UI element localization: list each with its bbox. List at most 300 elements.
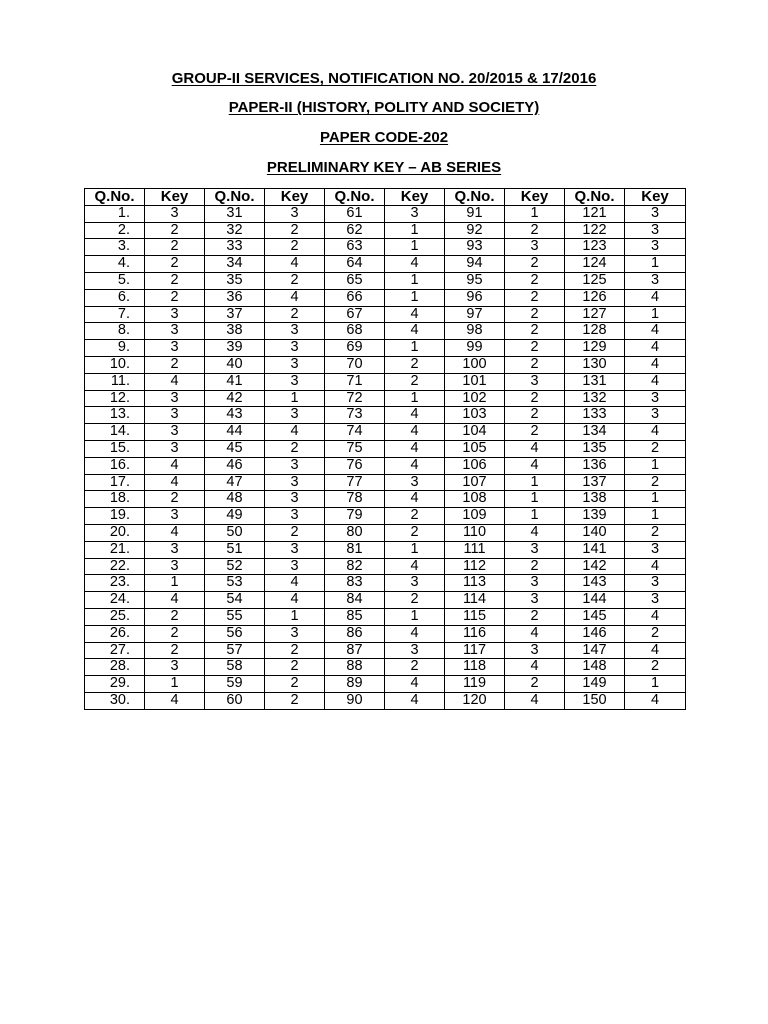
answer-key-cell: 3 — [625, 575, 686, 592]
question-number-cell: 55 — [205, 608, 265, 625]
question-number-cell: 76 — [325, 457, 385, 474]
answer-key-cell: 4 — [625, 356, 686, 373]
question-number-cell: 118 — [445, 659, 505, 676]
question-number-cell: 74 — [325, 424, 385, 441]
paper-title: PAPER-II (HISTORY, POLITY AND SOCIETY) — [228, 99, 540, 116]
answer-key-cell: 2 — [625, 524, 686, 541]
question-number-cell: 94 — [445, 256, 505, 273]
answer-key-cell: 4 — [385, 323, 445, 340]
answer-key-cell: 3 — [385, 575, 445, 592]
question-number-cell: 34 — [205, 256, 265, 273]
answer-key-cell: 4 — [265, 592, 325, 609]
question-number-cell: 44 — [205, 424, 265, 441]
question-number-cell: 111 — [445, 541, 505, 558]
key-header: Key — [625, 189, 686, 206]
question-number-cell: 100 — [445, 356, 505, 373]
question-number-cell: 116 — [445, 625, 505, 642]
question-number-cell: 91 — [445, 205, 505, 222]
question-number-cell: 15. — [85, 440, 145, 457]
question-number-cell: 137 — [565, 474, 625, 491]
question-number-cell: 120 — [445, 692, 505, 709]
answer-key-cell: 2 — [385, 508, 445, 525]
answer-key-cell: 2 — [625, 659, 686, 676]
question-number-cell: 3. — [85, 239, 145, 256]
answer-key-cell: 2 — [265, 676, 325, 693]
table-row — [85, 340, 686, 357]
question-number-cell: 64 — [325, 256, 385, 273]
answer-key-cell: 3 — [265, 474, 325, 491]
answer-key-cell: 2 — [265, 440, 325, 457]
table-row — [85, 457, 686, 474]
answer-key-cell: 2 — [265, 239, 325, 256]
answer-key-cell: 1 — [625, 676, 686, 693]
table-row — [85, 424, 686, 441]
answer-key-cell: 2 — [265, 524, 325, 541]
answer-key-cell: 3 — [145, 424, 205, 441]
answer-key-cell: 1 — [385, 222, 445, 239]
answer-key-cell: 3 — [385, 205, 445, 222]
question-number-cell: 80 — [325, 524, 385, 541]
answer-key-cell: 1 — [505, 491, 565, 508]
table-header-row — [85, 189, 686, 206]
question-number-cell: 115 — [445, 608, 505, 625]
answer-key-cell: 4 — [385, 692, 445, 709]
question-number-cell: 98 — [445, 323, 505, 340]
question-number-cell: 123 — [565, 239, 625, 256]
question-number-cell: 130 — [565, 356, 625, 373]
answer-key-cell: 3 — [145, 440, 205, 457]
key-header: Key — [385, 189, 445, 206]
answer-key-cell: 4 — [505, 692, 565, 709]
answer-key-cell: 3 — [385, 474, 445, 491]
answer-key-cell: 3 — [265, 558, 325, 575]
answer-key-cell: 2 — [145, 356, 205, 373]
answer-key-cell: 4 — [385, 676, 445, 693]
question-number-cell: 143 — [565, 575, 625, 592]
question-number-cell: 54 — [205, 592, 265, 609]
answer-key-cell: 4 — [505, 440, 565, 457]
answer-key-cell: 2 — [265, 222, 325, 239]
answer-key-cell: 2 — [625, 625, 686, 642]
question-number-cell: 57 — [205, 642, 265, 659]
key-header: Key — [505, 189, 565, 206]
qno-header: Q.No. — [445, 189, 505, 206]
answer-key-cell: 3 — [625, 239, 686, 256]
question-number-cell: 140 — [565, 524, 625, 541]
table-row — [85, 239, 686, 256]
answer-key-cell: 3 — [505, 541, 565, 558]
answer-key-cell: 4 — [145, 592, 205, 609]
question-number-cell: 32 — [205, 222, 265, 239]
key-header: Key — [145, 189, 205, 206]
question-number-cell: 132 — [565, 390, 625, 407]
table-row — [85, 356, 686, 373]
document-title: GROUP-II SERVICES, NOTIFICATION NO. 20/2015 & 17/2016 — [171, 70, 597, 87]
table-row — [85, 407, 686, 424]
answer-key-cell: 2 — [145, 222, 205, 239]
answer-key-cell: 3 — [145, 306, 205, 323]
answer-key-cell: 2 — [505, 340, 565, 357]
table-row — [85, 508, 686, 525]
table-row — [85, 558, 686, 575]
answer-key-cell: 4 — [265, 256, 325, 273]
answer-key-cell: 3 — [625, 205, 686, 222]
question-number-cell: 96 — [445, 289, 505, 306]
question-number-cell: 52 — [205, 558, 265, 575]
answer-key-cell: 3 — [505, 373, 565, 390]
question-number-cell: 16. — [85, 457, 145, 474]
answer-key-cell: 4 — [385, 457, 445, 474]
answer-key-cell: 4 — [265, 424, 325, 441]
answer-key-cell: 4 — [145, 373, 205, 390]
answer-key-cell: 4 — [625, 340, 686, 357]
answer-key-cell: 2 — [505, 323, 565, 340]
question-number-cell: 133 — [565, 407, 625, 424]
answer-key-cell: 1 — [625, 306, 686, 323]
answer-key-cell: 2 — [265, 306, 325, 323]
question-number-cell: 27. — [85, 642, 145, 659]
answer-key-cell: 2 — [265, 642, 325, 659]
question-number-cell: 23. — [85, 575, 145, 592]
answer-key-cell: 2 — [505, 356, 565, 373]
answer-key-cell: 1 — [625, 508, 686, 525]
answer-key-cell: 3 — [505, 239, 565, 256]
question-number-cell: 12. — [85, 390, 145, 407]
question-number-cell: 38 — [205, 323, 265, 340]
answer-key-cell: 4 — [505, 524, 565, 541]
answer-key-cell: 4 — [385, 440, 445, 457]
answer-key-cell: 3 — [625, 592, 686, 609]
answer-key-cell: 2 — [505, 424, 565, 441]
question-number-cell: 107 — [445, 474, 505, 491]
answer-key-cell: 2 — [385, 373, 445, 390]
answer-key-cell: 2 — [265, 659, 325, 676]
question-number-cell: 85 — [325, 608, 385, 625]
question-number-cell: 45 — [205, 440, 265, 457]
answer-key-cell: 4 — [505, 659, 565, 676]
table-row — [85, 222, 686, 239]
answer-key-cell: 2 — [145, 289, 205, 306]
answer-key-cell: 2 — [385, 524, 445, 541]
question-number-cell: 25. — [85, 608, 145, 625]
answer-key-cell: 3 — [265, 373, 325, 390]
key-header: Key — [265, 189, 325, 206]
answer-key-cell: 2 — [265, 692, 325, 709]
answer-key-cell: 4 — [505, 457, 565, 474]
answer-key-cell: 4 — [385, 424, 445, 441]
question-number-cell: 29. — [85, 676, 145, 693]
answer-key-cell: 2 — [385, 592, 445, 609]
qno-header: Q.No. — [565, 189, 625, 206]
answer-key-cell: 3 — [265, 491, 325, 508]
question-number-cell: 113 — [445, 575, 505, 592]
question-number-cell: 117 — [445, 642, 505, 659]
table-row — [85, 491, 686, 508]
answer-key-cell: 1 — [505, 205, 565, 222]
answer-key-cell: 1 — [385, 272, 445, 289]
question-number-cell: 21. — [85, 541, 145, 558]
answer-key-cell: 2 — [505, 306, 565, 323]
answer-key-cell: 1 — [505, 508, 565, 525]
answer-key-cell: 2 — [505, 390, 565, 407]
question-number-cell: 30. — [85, 692, 145, 709]
question-number-cell: 67 — [325, 306, 385, 323]
answer-key-cell: 1 — [385, 390, 445, 407]
question-number-cell: 72 — [325, 390, 385, 407]
answer-key-cell: 3 — [625, 541, 686, 558]
question-number-cell: 58 — [205, 659, 265, 676]
question-number-cell: 135 — [565, 440, 625, 457]
answer-key-cell: 3 — [265, 457, 325, 474]
question-number-cell: 4. — [85, 256, 145, 273]
question-number-cell: 68 — [325, 323, 385, 340]
question-number-cell: 50 — [205, 524, 265, 541]
question-number-cell: 125 — [565, 272, 625, 289]
answer-key-cell: 3 — [625, 390, 686, 407]
question-number-cell: 106 — [445, 457, 505, 474]
question-number-cell: 124 — [565, 256, 625, 273]
qno-header: Q.No. — [325, 189, 385, 206]
table-row — [85, 575, 686, 592]
answer-key-cell: 2 — [145, 642, 205, 659]
question-number-cell: 95 — [445, 272, 505, 289]
question-number-cell: 48 — [205, 491, 265, 508]
answer-key-cell: 4 — [385, 558, 445, 575]
question-number-cell: 13. — [85, 407, 145, 424]
answer-key-cell: 3 — [505, 575, 565, 592]
question-number-cell: 149 — [565, 676, 625, 693]
answer-key-cell: 3 — [625, 272, 686, 289]
answer-key-cell: 3 — [145, 541, 205, 558]
question-number-cell: 73 — [325, 407, 385, 424]
answer-key-cell: 4 — [385, 306, 445, 323]
question-number-cell: 1. — [85, 205, 145, 222]
answer-key-cell: 4 — [145, 524, 205, 541]
answer-key-table — [84, 188, 686, 710]
table-row — [85, 608, 686, 625]
question-number-cell: 75 — [325, 440, 385, 457]
answer-key-cell: 4 — [145, 692, 205, 709]
question-number-cell: 148 — [565, 659, 625, 676]
question-number-cell: 28. — [85, 659, 145, 676]
answer-key-cell: 4 — [145, 457, 205, 474]
table-row — [85, 323, 686, 340]
question-number-cell: 39 — [205, 340, 265, 357]
answer-key-cell: 4 — [385, 491, 445, 508]
answer-key-cell: 2 — [625, 440, 686, 457]
question-number-cell: 93 — [445, 239, 505, 256]
answer-key-cell: 2 — [145, 608, 205, 625]
question-number-cell: 19. — [85, 508, 145, 525]
table-row — [85, 676, 686, 693]
question-number-cell: 42 — [205, 390, 265, 407]
answer-key-cell: 4 — [625, 289, 686, 306]
answer-key-cell: 3 — [145, 205, 205, 222]
question-number-cell: 33 — [205, 239, 265, 256]
answer-key-cell: 2 — [505, 222, 565, 239]
question-number-cell: 87 — [325, 642, 385, 659]
answer-key-cell: 3 — [145, 340, 205, 357]
question-number-cell: 81 — [325, 541, 385, 558]
table-row — [85, 289, 686, 306]
table-row — [85, 592, 686, 609]
question-number-cell: 121 — [565, 205, 625, 222]
question-number-cell: 122 — [565, 222, 625, 239]
table-row — [85, 390, 686, 407]
question-number-cell: 5. — [85, 272, 145, 289]
qno-header: Q.No. — [205, 189, 265, 206]
question-number-cell: 89 — [325, 676, 385, 693]
answer-key-cell: 3 — [625, 222, 686, 239]
question-number-cell: 71 — [325, 373, 385, 390]
question-number-cell: 56 — [205, 625, 265, 642]
question-number-cell: 6. — [85, 289, 145, 306]
question-number-cell: 104 — [445, 424, 505, 441]
answer-key-cell: 1 — [625, 457, 686, 474]
answer-key-cell: 3 — [385, 642, 445, 659]
question-number-cell: 141 — [565, 541, 625, 558]
answer-key-cell: 3 — [145, 390, 205, 407]
question-number-cell: 88 — [325, 659, 385, 676]
answer-key-cell: 3 — [265, 625, 325, 642]
question-number-cell: 136 — [565, 457, 625, 474]
question-number-cell: 86 — [325, 625, 385, 642]
answer-key-cell: 4 — [625, 608, 686, 625]
answer-key-cell: 2 — [145, 491, 205, 508]
question-number-cell: 147 — [565, 642, 625, 659]
question-number-cell: 99 — [445, 340, 505, 357]
answer-key-cell: 3 — [145, 659, 205, 676]
answer-key-cell: 1 — [265, 390, 325, 407]
table-row — [85, 541, 686, 558]
answer-key-cell: 3 — [505, 642, 565, 659]
question-number-cell: 79 — [325, 508, 385, 525]
answer-key-cell: 4 — [265, 289, 325, 306]
question-number-cell: 139 — [565, 508, 625, 525]
answer-key-cell: 1 — [385, 239, 445, 256]
answer-key-cell: 2 — [145, 256, 205, 273]
question-number-cell: 59 — [205, 676, 265, 693]
question-number-cell: 110 — [445, 524, 505, 541]
question-number-cell: 18. — [85, 491, 145, 508]
answer-key-cell: 4 — [625, 424, 686, 441]
question-number-cell: 83 — [325, 575, 385, 592]
question-number-cell: 8. — [85, 323, 145, 340]
table-row — [85, 524, 686, 541]
question-number-cell: 70 — [325, 356, 385, 373]
question-number-cell: 92 — [445, 222, 505, 239]
question-number-cell: 20. — [85, 524, 145, 541]
question-number-cell: 146 — [565, 625, 625, 642]
table-row — [85, 205, 686, 222]
question-number-cell: 78 — [325, 491, 385, 508]
question-number-cell: 108 — [445, 491, 505, 508]
answer-key-cell: 3 — [265, 356, 325, 373]
answer-key-cell: 3 — [265, 407, 325, 424]
answer-key-cell: 2 — [385, 659, 445, 676]
question-number-cell: 40 — [205, 356, 265, 373]
question-number-cell: 102 — [445, 390, 505, 407]
question-number-cell: 62 — [325, 222, 385, 239]
question-number-cell: 82 — [325, 558, 385, 575]
answer-key-cell: 4 — [265, 575, 325, 592]
answer-key-cell: 2 — [505, 676, 565, 693]
question-number-cell: 128 — [565, 323, 625, 340]
question-number-cell: 60 — [205, 692, 265, 709]
answer-key-cell: 2 — [625, 474, 686, 491]
answer-key-cell: 2 — [505, 407, 565, 424]
question-number-cell: 47 — [205, 474, 265, 491]
question-number-cell: 11. — [85, 373, 145, 390]
answer-key-cell: 3 — [265, 323, 325, 340]
question-number-cell: 10. — [85, 356, 145, 373]
table-row — [85, 440, 686, 457]
question-number-cell: 103 — [445, 407, 505, 424]
question-number-cell: 138 — [565, 491, 625, 508]
question-number-cell: 24. — [85, 592, 145, 609]
question-number-cell: 36 — [205, 289, 265, 306]
question-number-cell: 97 — [445, 306, 505, 323]
table-row — [85, 373, 686, 390]
answer-key-cell: 1 — [145, 676, 205, 693]
question-number-cell: 109 — [445, 508, 505, 525]
table-row — [85, 659, 686, 676]
question-number-cell: 41 — [205, 373, 265, 390]
question-number-cell: 22. — [85, 558, 145, 575]
question-number-cell: 114 — [445, 592, 505, 609]
question-number-cell: 131 — [565, 373, 625, 390]
question-number-cell: 51 — [205, 541, 265, 558]
question-number-cell: 14. — [85, 424, 145, 441]
answer-key-cell: 1 — [265, 608, 325, 625]
key-series-title: PRELIMINARY KEY – AB SERIES — [266, 159, 502, 176]
question-number-cell: 101 — [445, 373, 505, 390]
question-number-cell: 84 — [325, 592, 385, 609]
question-number-cell: 126 — [565, 289, 625, 306]
question-number-cell: 65 — [325, 272, 385, 289]
answer-key-cell: 1 — [385, 289, 445, 306]
answer-key-cell: 4 — [145, 474, 205, 491]
answer-key-cell: 1 — [385, 340, 445, 357]
question-number-cell: 7. — [85, 306, 145, 323]
question-number-cell: 150 — [565, 692, 625, 709]
answer-key-cell: 2 — [505, 272, 565, 289]
answer-key-cell: 2 — [145, 239, 205, 256]
answer-key-cell: 3 — [145, 407, 205, 424]
answer-key-cell: 4 — [625, 558, 686, 575]
question-number-cell: 112 — [445, 558, 505, 575]
answer-key-cell: 3 — [265, 340, 325, 357]
answer-key-cell: 1 — [505, 474, 565, 491]
answer-key-cell: 2 — [145, 272, 205, 289]
question-number-cell: 9. — [85, 340, 145, 357]
answer-key-cell: 3 — [265, 508, 325, 525]
answer-key-cell: 1 — [385, 541, 445, 558]
question-number-cell: 66 — [325, 289, 385, 306]
table-row — [85, 256, 686, 273]
answer-key-cell: 4 — [385, 625, 445, 642]
answer-key-cell: 2 — [505, 289, 565, 306]
question-number-cell: 37 — [205, 306, 265, 323]
answer-key-cell: 3 — [625, 407, 686, 424]
answer-key-cell: 3 — [505, 592, 565, 609]
answer-key-cell: 2 — [505, 558, 565, 575]
answer-key-cell: 2 — [385, 356, 445, 373]
answer-key-cell: 3 — [145, 508, 205, 525]
table-row — [85, 474, 686, 491]
paper-code: PAPER CODE-202 — [319, 129, 449, 146]
question-number-cell: 2. — [85, 222, 145, 239]
